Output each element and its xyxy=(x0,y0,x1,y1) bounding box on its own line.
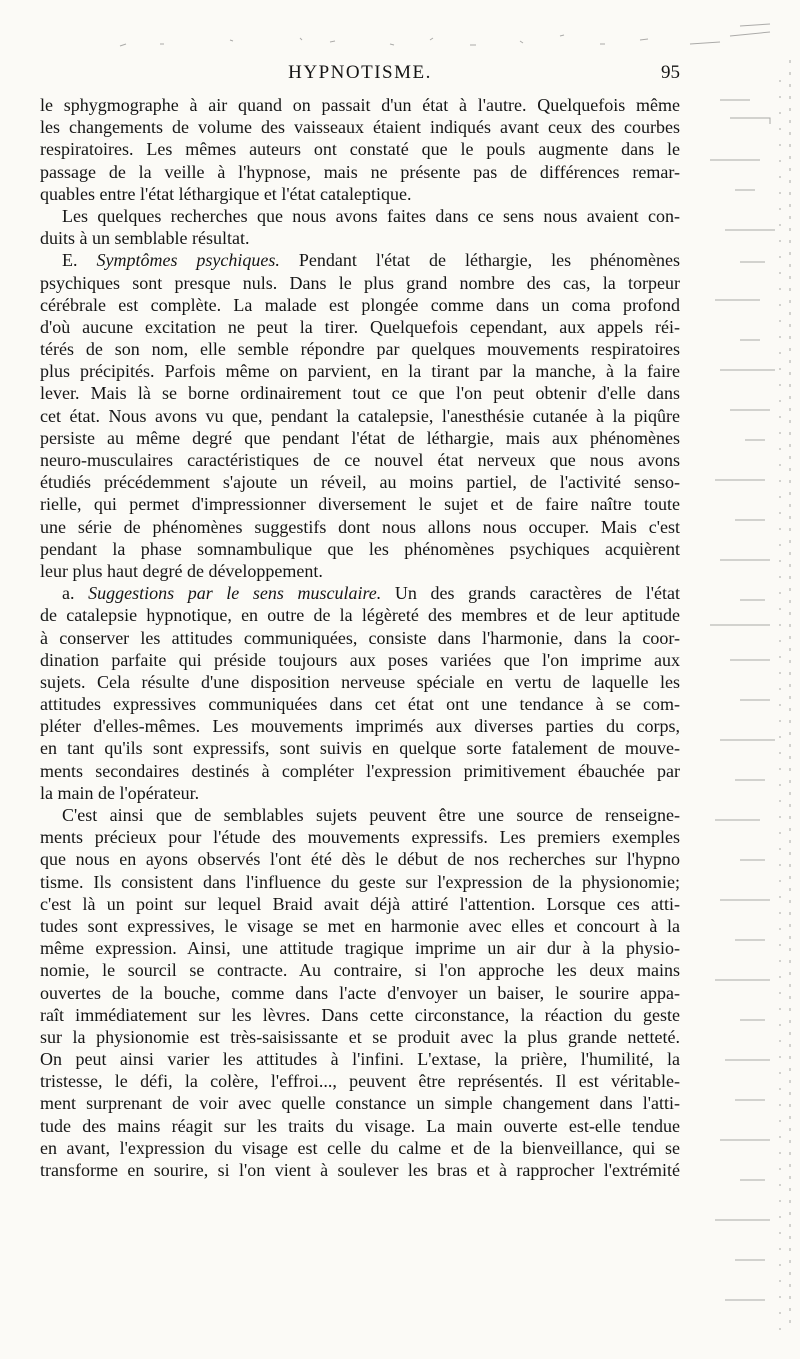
text-line: ment surprenant de voir avec quelle constance un simple changement dans l'atti- xyxy=(40,1093,680,1114)
text-line: persiste au même degré que pendant l'état de léthargie, mais aux phénomènes xyxy=(40,427,680,448)
text-line: duits à un semblable résultat. xyxy=(40,228,250,249)
text-line: le sphygmographe à air quand on passait d'un état à l'autre. Quelquefois même xyxy=(40,95,680,115)
text-line: tude des mains réagit sur les traits du visage. La main ouverte est-elle tendue xyxy=(40,1115,680,1136)
text-line xyxy=(40,582,680,604)
text-line: ouvertes de la bouche, comme dans l'acte d'envoyer un baiser, le sourire appa- xyxy=(40,982,680,1003)
text-line: c'est là un point sur lequel Braid avait déjà attiré l'attention. Lorsque ces atti- xyxy=(40,893,680,914)
text-line: ments précieux pour l'étude des mouvements expressifs. Les premiers exemples xyxy=(40,827,680,848)
text-line: la main de l'opérateur. xyxy=(40,782,200,803)
page-header xyxy=(40,62,680,94)
text-line: psychiques sont presque nuls. Dans le plus grand nombre des cas, la torpeur xyxy=(40,272,680,293)
scan-noise-top xyxy=(0,0,800,60)
text-line: en tant qu'ils sont expressifs, sont suivis en quelque sorte fatalement de mouve- xyxy=(40,738,680,759)
text-line: dination parfaite qui préside toujours aux poses variées que l'on imprime aux xyxy=(40,649,680,670)
text-line: en avant, l'expression du visage est celle du calme et de la bienveillance, qui se xyxy=(40,1137,680,1158)
text-line: lever. Mais là se borne ordinairement tout ce que l'on peut obtenir d'elle dans xyxy=(40,383,680,404)
text-line: pendant la phase somnambulique que les phénomènes psychiques acquièrent xyxy=(40,538,680,559)
text-line: raît immédiatement sur les lèvres. Dans cette circonstance, la réaction du geste xyxy=(40,1004,680,1025)
text-line: à conserver les attitudes communiquées, consiste dans l'harmonie, dans la coor- xyxy=(40,627,680,648)
text-line: une série de phénomènes suggestifs dont nous allons nous occuper. Mais c'est xyxy=(40,516,680,537)
page-number: 95 xyxy=(661,62,680,83)
line-rest: Pendant l'état de léthargie, les phénomènes xyxy=(279,250,680,271)
text-line: pléter d'elles-mêmes. Les mouvements imprimés aux diverses parties du corps, xyxy=(40,716,680,737)
text-line: leur plus haut degré de développement. xyxy=(40,560,323,581)
text-line: les changements de volume des vaisseaux étaient indiqués avant ceux des courbes xyxy=(40,117,680,138)
text-line: attitudes expressives communiquées dans cet état ont une tendance à se com- xyxy=(40,694,680,715)
body-text xyxy=(40,94,680,1181)
line-lead: E. xyxy=(62,250,97,271)
text-line: tudes sont expressives, le visage se met en harmonie avec elles et concourt à la xyxy=(40,915,680,936)
text-line: On peut ainsi varier les attitudes à l'infini. L'extase, la prière, l'humilité, la xyxy=(40,1049,680,1070)
section-heading: Symptômes psychiques. xyxy=(96,250,280,271)
text-line: étudiés précédemment s'ajoute un réveil, au moins partiel, de l'activité senso- xyxy=(40,472,680,493)
text-line: rielle, qui permet d'impressionner diversement le sujet et de faire naître toute xyxy=(40,494,680,515)
text-line: ments secondaires destinés à compléter l'expression primitivement ébauchée par xyxy=(40,760,680,781)
text-line: sur la physionomie est très-saisissante et se produit avec la plus grande netteté. xyxy=(40,1026,680,1047)
text-line: Les quelques recherches que nous avons faites dans ce sens nous avaient con- xyxy=(62,205,680,226)
section-heading: Suggestions par le sens musculaire. xyxy=(88,583,382,604)
text-line: même expression. Ainsi, une attitude tragique imprime un air dur à la physio- xyxy=(40,938,680,959)
text-line: térés de son nom, elle semble répondre par quelques mouvements respiratoires xyxy=(40,339,680,360)
line-lead: a. xyxy=(62,583,89,604)
text-line: d'où aucune excitation ne peut la tirer. Quelquefois cependant, aux appels réi- xyxy=(40,316,680,337)
text-line: passage de la veille à l'hypnose, mais ne présente pas de différences remar- xyxy=(40,161,680,182)
text-line: respiratoires. Les mêmes auteurs ont constaté que le pouls augmente dans le xyxy=(40,139,680,160)
text-line: nomie, le sourcil se contracte. Au contraire, si l'on approche les deux mains xyxy=(40,960,680,981)
line-rest: Un des grands caractères de l'état xyxy=(381,583,680,604)
text-line: neuro-musculaires caractéristiques de ce nouvel état nerveux que nous avons xyxy=(40,450,680,470)
text-line: tisme. Ils consistent dans l'influence du geste sur l'expression de la physionomie; xyxy=(40,871,680,892)
text-line: cet état. Nous avons vu que, pendant la catalepsie, l'anesthésie cutanée à la piqûre xyxy=(40,405,680,426)
text-line: sujets. Cela résulte d'une disposition nerveuse spéciale en vertu de laquelle les xyxy=(40,671,680,692)
text-line: que nous en ayons observés l'ont été dès le début de nos recherches sur l'hypno xyxy=(40,849,680,870)
text-line: C'est ainsi que de semblables sujets peuvent être une source de renseigne- xyxy=(62,805,680,825)
running-title: HYPNOTISME. xyxy=(288,62,432,83)
text-line: de catalepsie hypnotique, en outre de la légèreté des membres et de leur aptitude xyxy=(40,605,680,626)
text-line: tristesse, le défi, la colère, l'effroi..., peuvent être représentés. Il est véritable- xyxy=(40,1071,680,1092)
scan-noise-margin xyxy=(680,0,800,1359)
text-line: cérébrale est complète. La malade est plongée comme dans un coma profond xyxy=(40,294,680,315)
text-line: transforme en sourire, si l'on vient à soulever les bras et à rapprocher l'extrémité xyxy=(40,1160,680,1180)
text-line: quables entre l'état léthargique et l'état cataleptique. xyxy=(40,183,412,204)
text-line: plus précipités. Parfois même on parvient, en la tirant par la manche, à la faire xyxy=(40,361,680,382)
text-line xyxy=(40,249,680,271)
